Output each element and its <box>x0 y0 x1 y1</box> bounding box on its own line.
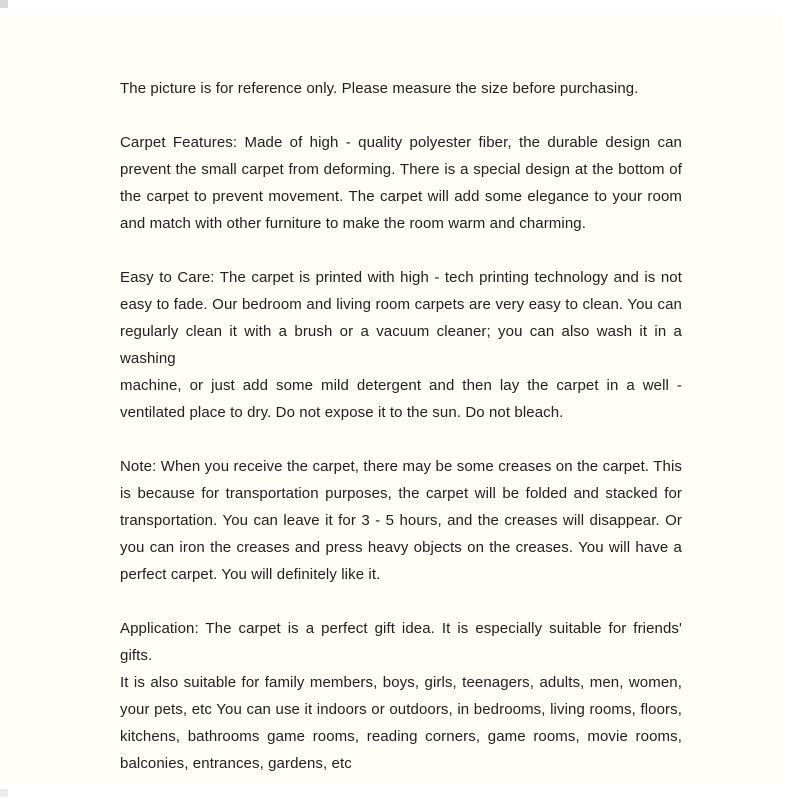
paragraph-easy-to-care <box>120 264 682 426</box>
text-line: kitchens, bathrooms game rooms, reading corners, game rooms, movie rooms, <box>120 728 682 745</box>
text-line: It is also suitable for family members, boys, girls, teenagers, adults, men, women, <box>120 674 682 691</box>
text-line: balconies, entrances, gardens, etc <box>120 755 352 772</box>
text-line: perfect carpet. You will definitely like it. <box>120 566 381 583</box>
text-line: your pets, etc You can use it indoors or outdoors, in bedrooms, living rooms, floors, <box>120 701 682 718</box>
text-line: Easy to Care: The carpet is printed with high - tech printing technology and is not <box>120 269 682 286</box>
text-line: Note: When you receive the carpet, there may be some creases on the carpet. This <box>120 458 682 475</box>
text-line: Application: The carpet is a perfect gift idea. It is especially suitable for friends' gifts. <box>120 620 682 664</box>
text-line: prevent the small carpet from deforming. There is a special design at the bottom of <box>120 161 682 178</box>
paragraph-application <box>120 615 682 777</box>
corner-mark-bottom-left <box>0 789 8 797</box>
description-text-block <box>120 75 682 777</box>
text-line: Carpet Features: Made of high - quality polyester fiber, the durable design can <box>120 134 682 151</box>
text-line: The picture is for reference only. Please measure the size before purchasing. <box>120 80 639 97</box>
text-line: and match with other furniture to make the room warm and charming. <box>120 215 586 232</box>
text-line: transportation. You can leave it for 3 - 5 hours, and the creases will disappear. Or <box>120 512 682 529</box>
text-line: you can iron the creases and press heavy objects on the creases. You will have a <box>120 539 682 556</box>
text-line: machine, or just add some mild detergent and then lay the carpet in a well - <box>120 377 682 394</box>
text-line: regularly clean it with a brush or a vacuum cleaner; you can also wash it in a washing <box>120 323 682 367</box>
corner-mark-top-left <box>0 0 8 8</box>
text-line: ventilated place to dry. Do not expose it to the sun. Do not bleach. <box>120 404 564 421</box>
paragraph-reference-note <box>120 75 682 102</box>
text-line: the carpet to prevent movement. The carpet will add some elegance to your room <box>120 188 682 205</box>
paragraph-note <box>120 453 682 588</box>
paragraph-carpet-features <box>120 129 682 237</box>
text-line: is because for transportation purposes, the carpet will be folded and stacked for <box>120 485 682 502</box>
text-line: easy to fade. Our bedroom and living room carpets are very easy to clean. You can <box>120 296 682 313</box>
